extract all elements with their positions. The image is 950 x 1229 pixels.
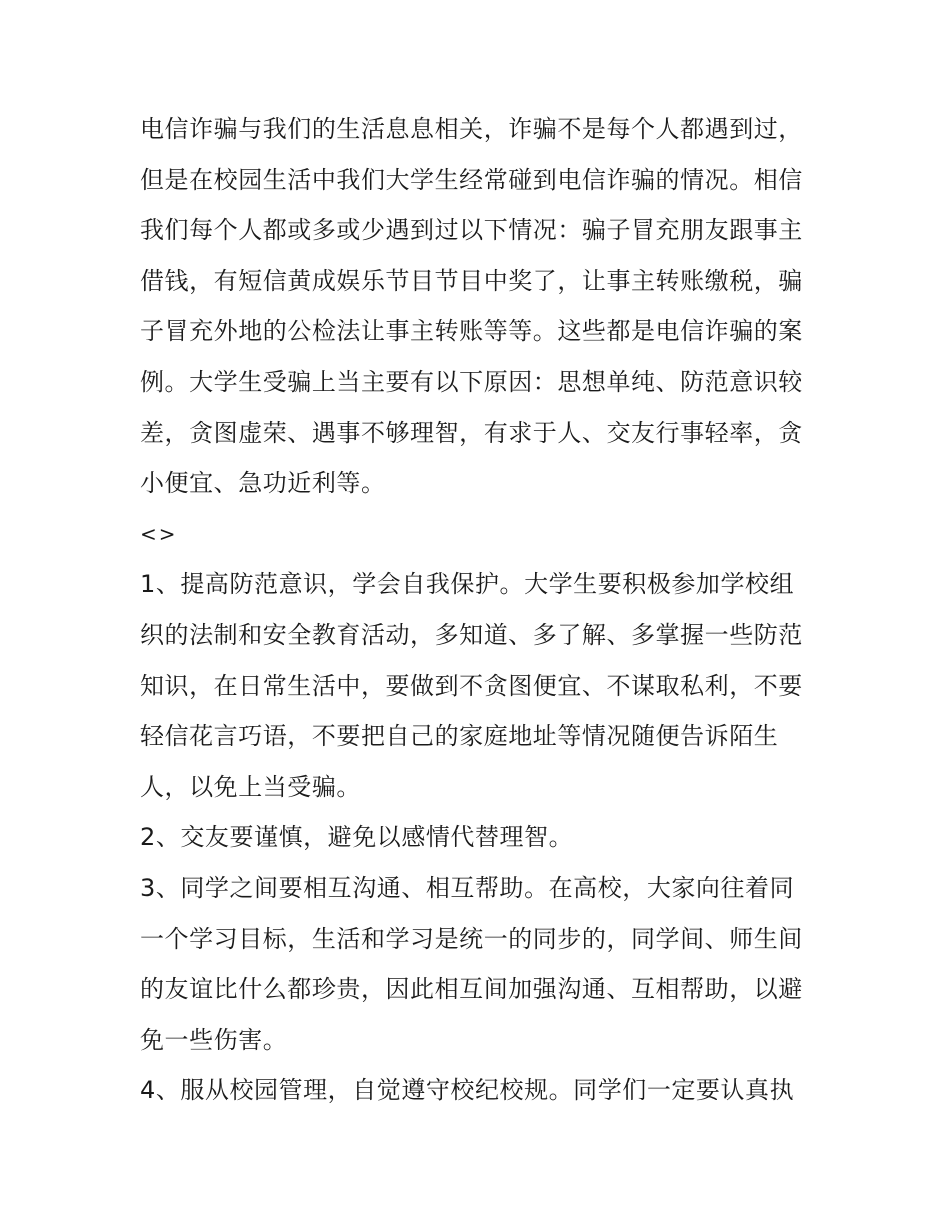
text-line: 我们每个人都或多或少遇到过以下情况：骗子冒充朋友跟事主 [140,216,803,245]
text-line: 一个学习目标，生活和学习是统一的同步的，同学间、师生间 [140,924,803,953]
text-line: 借钱，有短信黄成娱乐节目节目中奖了，让事主转账缴税，骗 [140,266,803,295]
text-line: 知识，在日常生活中，要做到不贪图便宜、不谋取私利，不要 [140,671,803,700]
text-line: 的友谊比什么都珍贵，因此相互间加强沟通、互相帮助，以避 [140,975,803,1004]
text-line: 例。大学生受骗上当主要有以下原因：思想单纯、防范意识较 [140,367,803,396]
text-line: 差，贪图虚荣、遇事不够理智，有求于人、交友行事轻率，贪 [140,418,803,447]
document-body [140,104,820,1116]
text-line: 免一些伤害。 [140,1025,288,1054]
text-line: 电信诈骗与我们的生活息息相关，诈骗不是每个人都遇到过， [140,115,803,143]
placeholder-marker: <> [140,521,178,546]
text-line: 轻信花言巧语，不要把自己的家庭地址等情况随便告诉陌生 [140,722,779,751]
list-item-2-line: 2、交友要谨慎，避免以感情代替理智。 [140,823,574,852]
text-line: 织的法制和安全教育活动，多知道、多了解、多掌握一些防范 [140,620,803,649]
text-line: 子冒充外地的公检法让事主转账等等。这些都是电信诈骗的案 [140,317,803,346]
list-item-4-line: 4、服从校园管理，自觉遵守校纪校规。同学们一定要认真执 [140,1076,795,1105]
text-line: 小便宜、急功近利等。 [140,469,386,498]
text-line: 人，以免上当受骗。 [140,772,361,801]
list-item-1-line: 1、提高防范意识，学会自我保护。大学生要积极参加学校组 [140,570,795,599]
text-line: 但是在校园生活中我们大学生经常碰到电信诈骗的情况。相信 [140,165,803,194]
list-item-3-line: 3、同学之间要相互沟通、相互帮助。在高校，大家向往着同 [140,873,795,902]
